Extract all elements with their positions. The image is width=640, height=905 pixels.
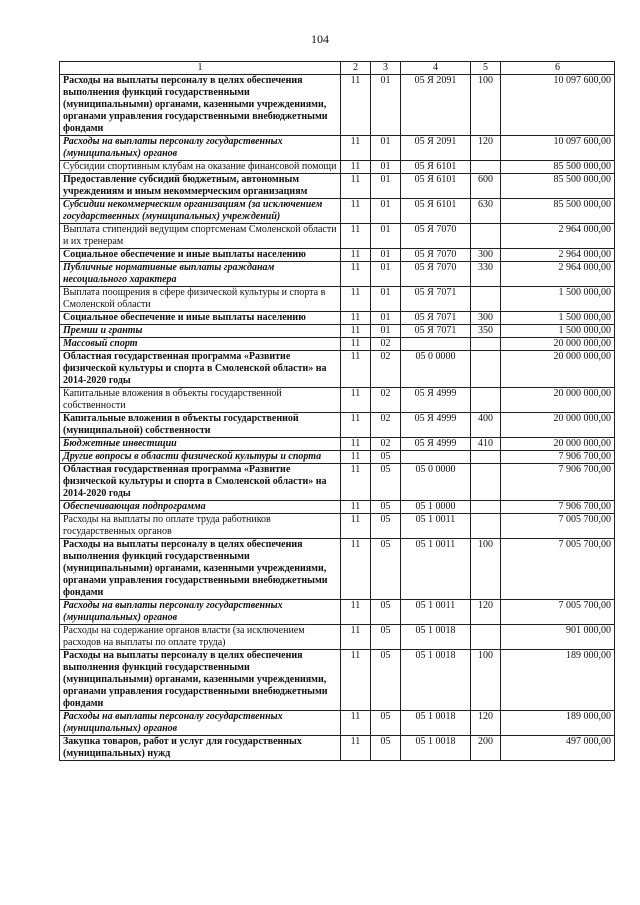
table-row [60,650,615,711]
row-name: Расходы на выплаты персоналу в целях обеспечения выполнения функций государственными (муниципальными) органами, казенными учреждениями, органами управления государственными внебюджетными фондами [60,539,341,600]
row-expense-type [471,451,501,464]
row-amount: 497 000,00 [501,736,615,761]
row-section: 11 [341,464,371,501]
row-target-code: 05 1 0018 [401,625,471,650]
row-expense-type: 400 [471,413,501,438]
row-name: Массовый спорт [60,338,341,351]
table-row [60,625,615,650]
row-subsection: 01 [371,199,401,224]
row-target-code [401,338,471,351]
row-section: 11 [341,325,371,338]
row-subsection: 05 [371,514,401,539]
row-section: 11 [341,338,371,351]
row-subsection: 05 [371,451,401,464]
row-target-code: 05 Я 6101 [401,199,471,224]
row-subsection: 01 [371,161,401,174]
row-subsection: 05 [371,711,401,736]
header-col-3: 3 [371,62,401,75]
row-subsection: 02 [371,338,401,351]
table-row [60,600,615,625]
row-target-code: 05 1 0018 [401,711,471,736]
row-expense-type [471,338,501,351]
row-section: 11 [341,650,371,711]
row-name: Капитальные вложения в объекты государственной собственности [60,388,341,413]
row-amount: 10 097 600,00 [501,136,615,161]
row-target-code: 05 Я 7071 [401,312,471,325]
row-name: Расходы на выплаты персоналу в целях обеспечения выполнения функций государственными (муниципальными) органами, казенными учреждениями, органами управления государственными внебюджетными фондами [60,75,341,136]
row-amount: 2 964 000,00 [501,262,615,287]
row-target-code: 05 Я 7070 [401,262,471,287]
row-name: Капитальные вложения в объекты государственной (муниципальной) собственности [60,413,341,438]
row-section: 11 [341,451,371,464]
row-amount: 20 000 000,00 [501,413,615,438]
row-name: Областная государственная программа «Развитие физической культуры и спорта в Смоленской области» на 2014-2020 годы [60,351,341,388]
row-section: 11 [341,136,371,161]
budget-table [59,61,615,761]
row-name: Областная государственная программа «Развитие физической культуры и спорта в Смоленской области» на 2014-2020 годы [60,464,341,501]
page-number: 104 [311,32,329,46]
row-expense-type: 330 [471,262,501,287]
row-expense-type: 100 [471,650,501,711]
row-section: 11 [341,287,371,312]
row-target-code: 05 Я 4999 [401,388,471,413]
row-subsection: 01 [371,224,401,249]
row-amount: 189 000,00 [501,650,615,711]
row-section: 11 [341,438,371,451]
row-target-code: 05 0 0000 [401,464,471,501]
row-section: 11 [341,199,371,224]
row-name: Выплата стипендий ведущим спортсменам Смоленской области и их тренерам [60,224,341,249]
row-subsection: 05 [371,464,401,501]
row-amount: 85 500 000,00 [501,199,615,224]
row-subsection: 05 [371,539,401,600]
row-amount: 2 964 000,00 [501,224,615,249]
row-name: Другие вопросы в области физической культуры и спорта [60,451,341,464]
row-section: 11 [341,262,371,287]
row-subsection: 05 [371,736,401,761]
table-row [60,539,615,600]
row-expense-type [471,287,501,312]
row-subsection: 05 [371,650,401,711]
row-amount: 901 000,00 [501,625,615,650]
row-expense-type: 300 [471,312,501,325]
row-amount: 7 906 700,00 [501,464,615,501]
row-expense-type [471,464,501,501]
row-subsection: 01 [371,136,401,161]
row-name: Расходы на содержание органов власти (за исключением расходов на выплаты по оплате труда) [60,625,341,650]
row-section: 11 [341,161,371,174]
row-section: 11 [341,539,371,600]
row-target-code: 05 Я 6101 [401,174,471,199]
row-section: 11 [341,413,371,438]
row-name: Субсидии спортивным клубам на оказание финансовой помощи [60,161,341,174]
row-expense-type [471,224,501,249]
row-expense-type [471,388,501,413]
row-name: Расходы на выплаты персоналу государственных (муниципальных) органов [60,711,341,736]
table-row [60,287,615,312]
row-subsection: 01 [371,174,401,199]
row-section: 11 [341,711,371,736]
table-row [60,262,615,287]
row-name: Расходы на выплаты персоналу государственных (муниципальных) органов [60,600,341,625]
row-subsection: 01 [371,325,401,338]
table-row [60,161,615,174]
row-subsection: 02 [371,413,401,438]
table-row [60,501,615,514]
table-row [60,388,615,413]
row-target-code: 05 Я 2091 [401,75,471,136]
row-section: 11 [341,625,371,650]
row-expense-type: 350 [471,325,501,338]
row-subsection: 01 [371,262,401,287]
row-amount: 10 097 600,00 [501,75,615,136]
table-row [60,451,615,464]
row-amount: 2 964 000,00 [501,249,615,262]
row-subsection: 02 [371,388,401,413]
row-amount: 20 000 000,00 [501,388,615,413]
table-row [60,514,615,539]
row-section: 11 [341,249,371,262]
row-expense-type: 410 [471,438,501,451]
row-subsection: 02 [371,438,401,451]
row-amount: 1 500 000,00 [501,325,615,338]
row-expense-type: 100 [471,539,501,600]
row-target-code: 05 Я 7070 [401,224,471,249]
row-subsection: 01 [371,249,401,262]
row-expense-type [471,501,501,514]
row-expense-type: 120 [471,600,501,625]
row-expense-type [471,351,501,388]
row-section: 11 [341,514,371,539]
row-expense-type: 100 [471,75,501,136]
header-col-5: 5 [471,62,501,75]
row-name: Субсидии некоммерческим организациям (за исключением государственных (муниципальных) учреждений) [60,199,341,224]
row-name: Обеспечивающая подпрограмма [60,501,341,514]
row-section: 11 [341,351,371,388]
row-subsection: 01 [371,312,401,325]
row-amount: 1 500 000,00 [501,287,615,312]
row-target-code [401,451,471,464]
row-amount: 85 500 000,00 [501,161,615,174]
row-amount: 20 000 000,00 [501,338,615,351]
row-subsection: 01 [371,287,401,312]
row-amount: 20 000 000,00 [501,351,615,388]
header-row [60,62,615,75]
row-target-code: 05 Я 7071 [401,325,471,338]
row-target-code: 05 1 0011 [401,514,471,539]
row-name: Выплата поощрения в сфере физической культуры и спорта в Смоленской области [60,287,341,312]
row-section: 11 [341,600,371,625]
row-name: Социальное обеспечение и иные выплаты населению [60,312,341,325]
row-target-code: 05 1 0018 [401,736,471,761]
table-row [60,413,615,438]
table-row [60,464,615,501]
row-name: Премии и гранты [60,325,341,338]
row-target-code: 05 1 0011 [401,600,471,625]
row-amount: 7 906 700,00 [501,451,615,464]
table-row [60,136,615,161]
row-target-code: 05 Я 6101 [401,161,471,174]
row-expense-type: 200 [471,736,501,761]
row-expense-type: 600 [471,174,501,199]
table-row [60,199,615,224]
row-target-code: 05 Я 7070 [401,249,471,262]
row-amount: 189 000,00 [501,711,615,736]
header-col-6: 6 [501,62,615,75]
table-row [60,75,615,136]
row-subsection: 05 [371,501,401,514]
row-name: Социальное обеспечение и иные выплаты населению [60,249,341,262]
row-target-code: 05 1 0018 [401,650,471,711]
row-expense-type [471,625,501,650]
row-section: 11 [341,75,371,136]
row-amount: 7 005 700,00 [501,600,615,625]
header-col-4: 4 [401,62,471,75]
row-amount: 20 000 000,00 [501,438,615,451]
header-col-1: 1 [60,62,341,75]
row-name: Расходы на выплаты по оплате труда работников государственных органов [60,514,341,539]
row-expense-type: 120 [471,136,501,161]
table-row [60,338,615,351]
row-subsection: 05 [371,600,401,625]
row-expense-type: 630 [471,199,501,224]
row-amount: 85 500 000,00 [501,174,615,199]
table-row [60,312,615,325]
row-subsection: 05 [371,625,401,650]
table-row [60,224,615,249]
row-section: 11 [341,736,371,761]
row-section: 11 [341,388,371,413]
row-section: 11 [341,224,371,249]
row-target-code: 05 0 0000 [401,351,471,388]
row-section: 11 [341,312,371,325]
row-target-code: 05 Я 2091 [401,136,471,161]
table-row [60,249,615,262]
row-subsection: 02 [371,351,401,388]
row-name: Предоставление субсидий бюджетным, автономным учреждениям и иным некоммерческим организациям [60,174,341,199]
row-amount: 7 005 700,00 [501,514,615,539]
row-target-code: 05 1 0011 [401,539,471,600]
header-col-2: 2 [341,62,371,75]
row-expense-type: 300 [471,249,501,262]
table-row [60,325,615,338]
table-row [60,351,615,388]
row-target-code: 05 1 0000 [401,501,471,514]
row-subsection: 01 [371,75,401,136]
row-amount: 7 906 700,00 [501,501,615,514]
table-row [60,711,615,736]
row-section: 11 [341,174,371,199]
row-expense-type [471,514,501,539]
row-name: Публичные нормативные выплаты гражданам несоциального характера [60,262,341,287]
row-amount: 1 500 000,00 [501,312,615,325]
row-section: 11 [341,501,371,514]
row-expense-type [471,161,501,174]
row-expense-type: 120 [471,711,501,736]
row-target-code: 05 Я 4999 [401,413,471,438]
row-name: Закупка товаров, работ и услуг для государственных (муниципальных) нужд [60,736,341,761]
row-name: Расходы на выплаты персоналу государственных (муниципальных) органов [60,136,341,161]
table-row [60,736,615,761]
table-row [60,174,615,199]
row-amount: 7 005 700,00 [501,539,615,600]
row-target-code: 05 Я 7071 [401,287,471,312]
row-name: Бюджетные инвестиции [60,438,341,451]
table-row [60,438,615,451]
row-target-code: 05 Я 4999 [401,438,471,451]
row-name: Расходы на выплаты персоналу в целях обеспечения выполнения функций государственными (муниципальными) органами, казенными учреждениями, органами управления государственными внебюджетными фондами [60,650,341,711]
